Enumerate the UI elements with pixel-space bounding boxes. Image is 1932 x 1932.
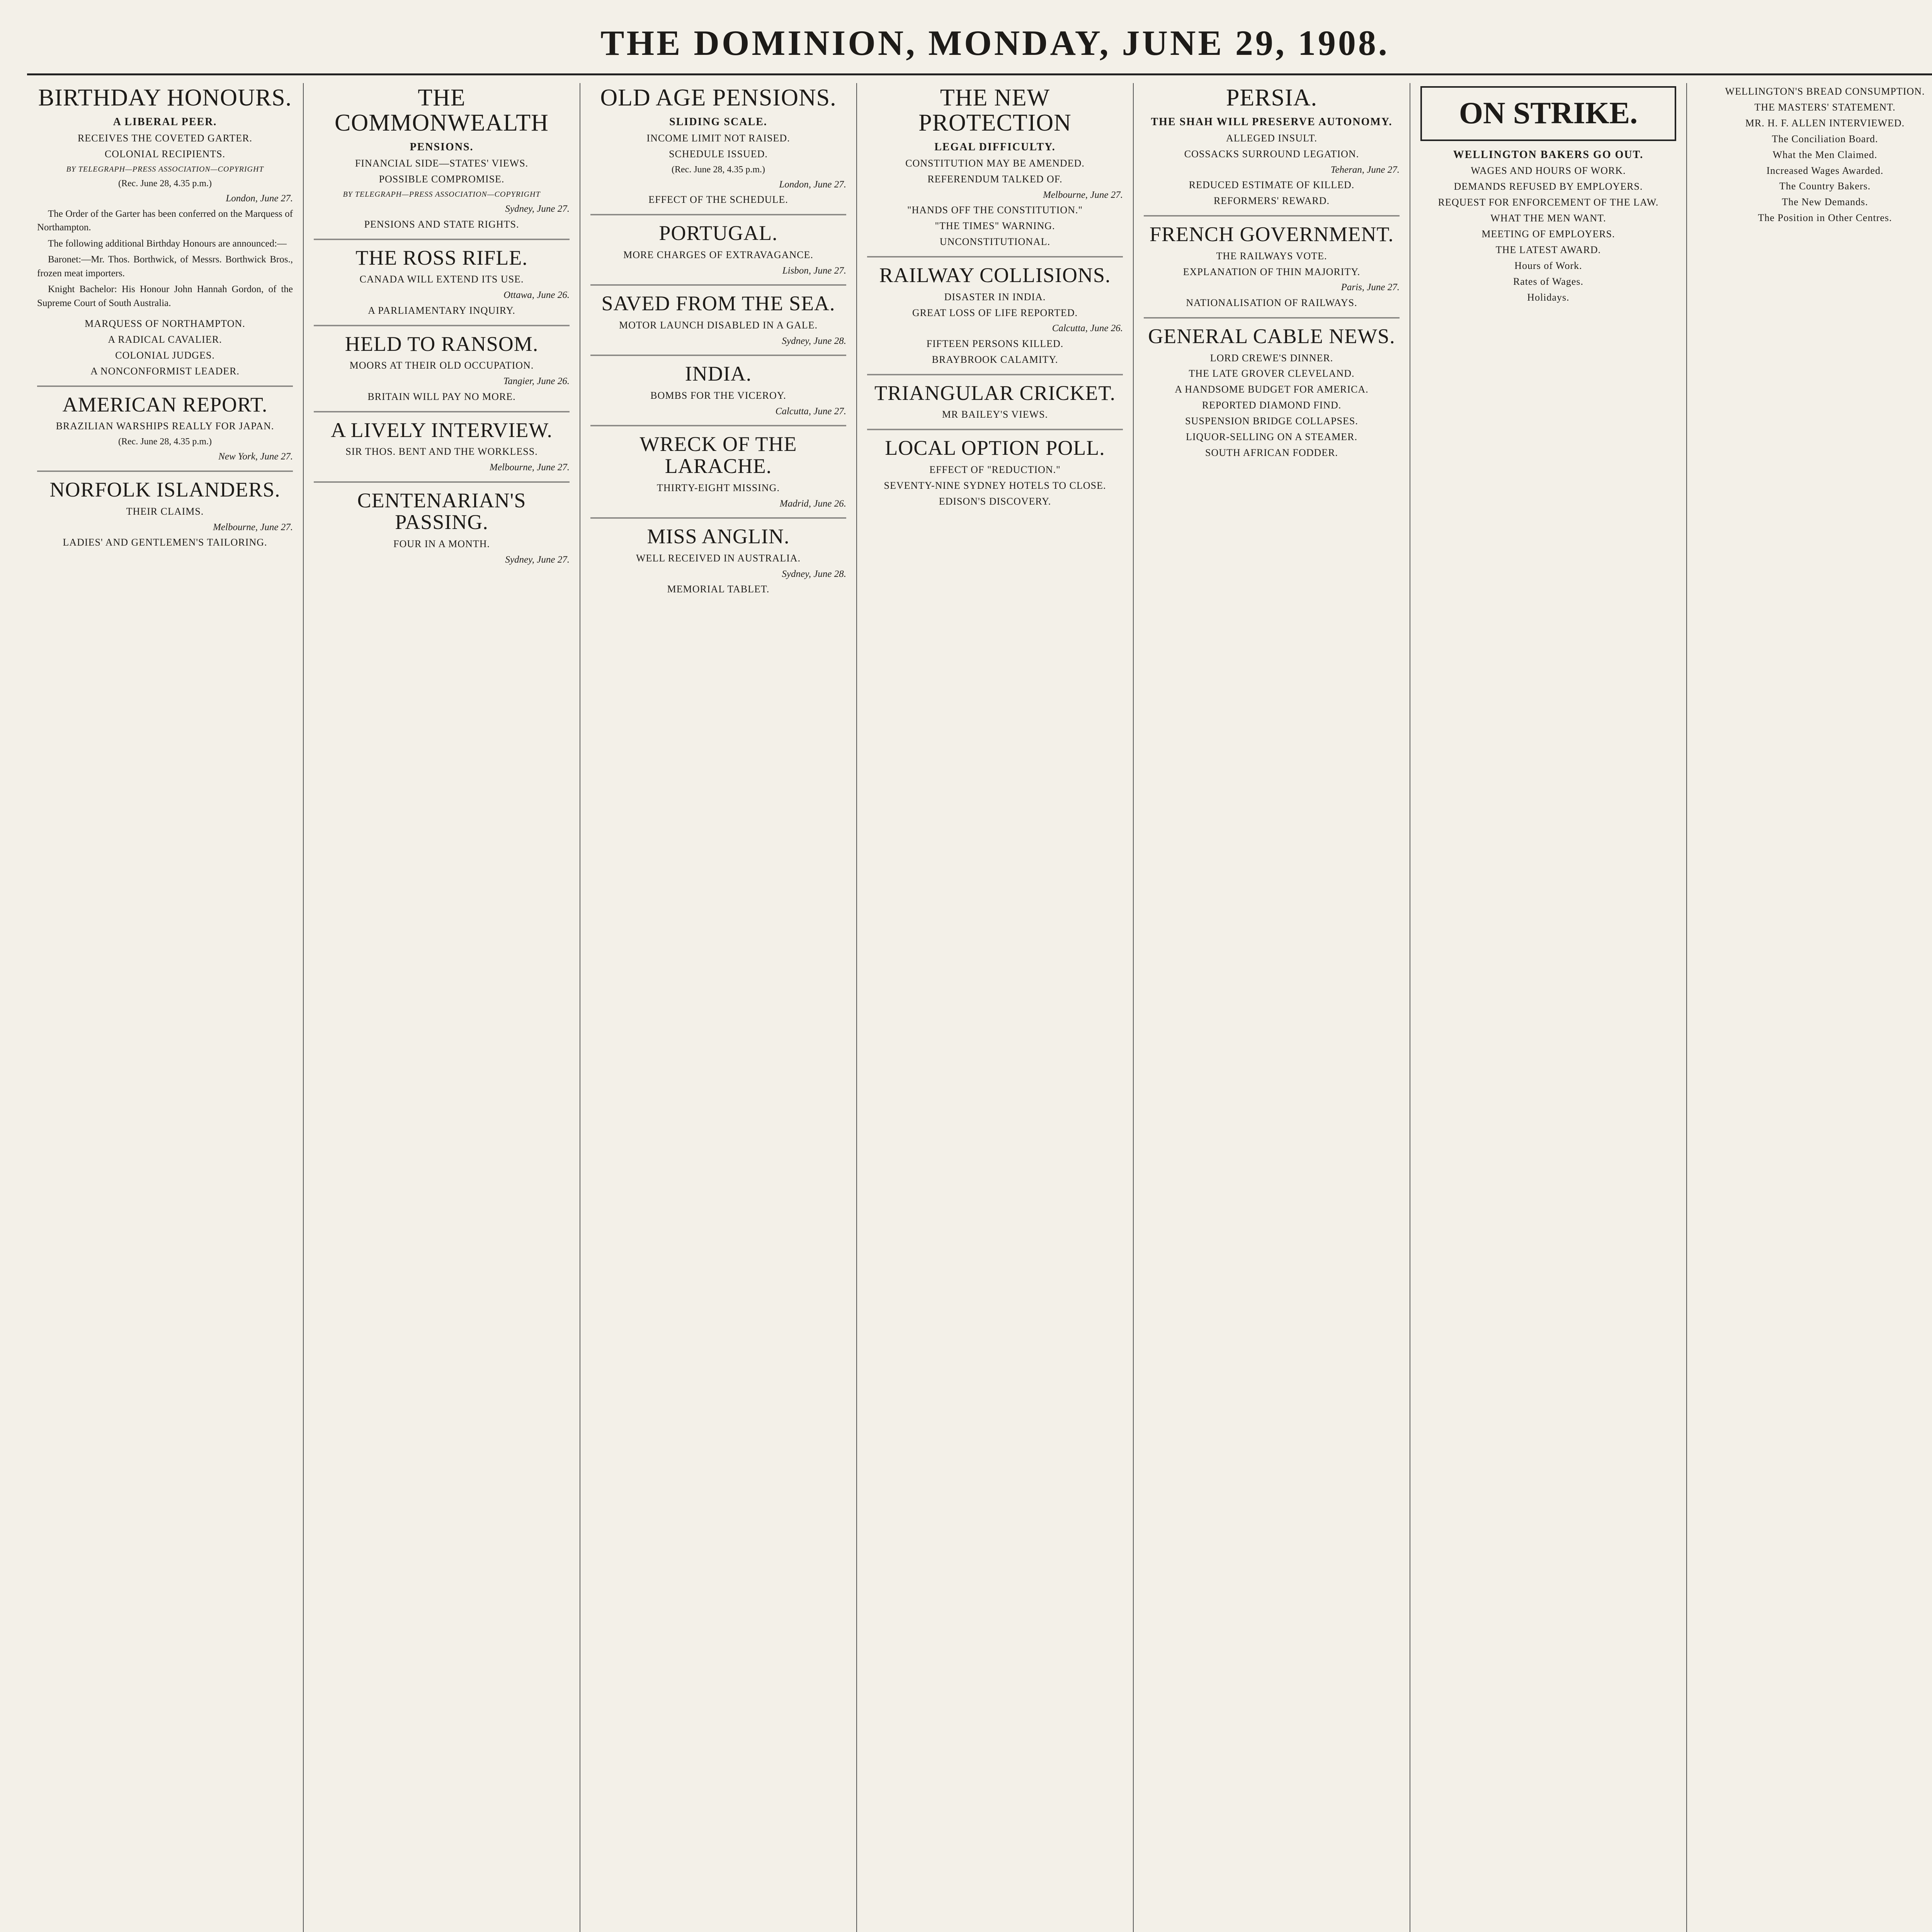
column-4 (857, 83, 1134, 1932)
subheadline: MORE CHARGES OF EXTRAVAGANCE. (623, 249, 813, 260)
subheadline: FOUR IN A MONTH. (393, 538, 490, 550)
dateline: New York, June 27. (218, 451, 293, 462)
columns (27, 83, 1932, 1932)
subheadline: REFORMERS' REWARD. (1213, 195, 1330, 207)
subheadline: THE LATE GROVER CLEVELAND. (1189, 368, 1355, 379)
dateline: Madrid, June 26. (779, 498, 846, 509)
section-divider (37, 386, 293, 387)
column-headline: CENTENARIAN'S PASSING. (357, 488, 526, 534)
column-5 (1134, 83, 1410, 1932)
section-divider (314, 325, 570, 326)
subheadline: FINANCIAL SIDE—STATES' VIEWS. (355, 157, 529, 169)
subheadline: LORD CREWE'S DINNER. (1210, 352, 1333, 364)
subheadline: GREAT LOSS OF LIFE REPORTED. (912, 307, 1078, 318)
subheadline: EXPLANATION OF THIN MAJORITY. (1183, 266, 1361, 277)
column-headline: THE COMMONWEALTH (335, 85, 549, 136)
column-headline: HELD TO RANSOM. (345, 332, 539, 355)
section-divider (590, 214, 846, 215)
section-divider (1144, 317, 1400, 318)
subheadline: LIQUOR-SELLING ON A STEAMER. (1186, 431, 1357, 443)
subheadline: THE RAILWAYS VOTE. (1216, 250, 1327, 262)
column-headline: INDIA. (685, 362, 752, 386)
dateline: Teheran, June 27. (1330, 164, 1400, 175)
subheadline: Rates of Wages. (1513, 276, 1584, 287)
dateline: Calcutta, June 26. (1052, 323, 1123, 334)
column-7 (1687, 83, 1932, 1932)
dateline: Ottawa, June 26. (503, 290, 570, 301)
subheadline: BRAZILIAN WARSHIPS REALLY FOR JAPAN. (56, 420, 274, 432)
dateline: Lisbon, June 27. (782, 265, 846, 276)
subheadline: The Position in Other Centres. (1758, 212, 1892, 224)
subheadline: MEMORIAL TABLET. (667, 583, 770, 595)
dateline: Tangier, June 26. (503, 376, 570, 387)
subheadline: DEMANDS REFUSED BY EMPLOYERS. (1454, 181, 1643, 192)
subheadline: BRITAIN WILL PAY NO MORE. (367, 391, 516, 402)
subheadline: REQUEST FOR ENFORCEMENT OF THE LAW. (1438, 197, 1659, 208)
subheadline: THE MASTERS' STATEMENT. (1754, 101, 1896, 113)
byline: BY TELEGRAPH—PRESS ASSOCIATION—COPYRIGHT (66, 165, 264, 173)
subheadline: MR. H. F. ALLEN INTERVIEWED. (1745, 117, 1905, 129)
subheadline: WAGES AND HOURS OF WORK. (1471, 165, 1626, 177)
story-body (37, 207, 293, 310)
subheadline: COSSACKS SURROUND LEGATION. (1184, 148, 1359, 160)
paragraph: Knight Bachelor: His Honour John Hannah Gordon, of the Supreme Court of South Australia. (37, 284, 293, 308)
subheadline: Hours of Work. (1514, 260, 1582, 271)
advertisement-heading: EDISON'S DISCOVERY. (939, 495, 1051, 507)
masthead (27, 15, 1932, 75)
subheadline: RECEIVES THE COVETED GARTER. (77, 132, 253, 144)
subheadline: A RADICAL CAVALIER. (108, 334, 222, 345)
dateline: Melbourne, June 27. (490, 462, 570, 473)
column-headline: BIRTHDAY HONOURS. (38, 85, 292, 111)
subheadline: WELLINGTON BAKERS GO OUT. (1453, 148, 1644, 161)
column-headline: THE NEW PROTECTION (918, 85, 1071, 136)
dateline: Sydney, June 28. (782, 335, 846, 346)
subheadline: LEGAL DIFFICULTY. (934, 141, 1056, 153)
subheadline: NATIONALISATION OF RAILWAYS. (1186, 297, 1357, 308)
column-2 (304, 83, 580, 1932)
subheadline: DISASTER IN INDIA. (944, 291, 1046, 303)
subheadline: POSSIBLE COMPROMISE. (379, 173, 505, 185)
section-divider (590, 517, 846, 519)
subheadline: SOUTH AFRICAN FODDER. (1205, 447, 1338, 458)
subheadline: SLIDING SCALE. (669, 116, 767, 128)
column-headline: OLD AGE PENSIONS. (600, 85, 837, 111)
subheadline: The Country Bakers. (1779, 180, 1871, 192)
subheadline: "THE TIMES" WARNING. (935, 220, 1055, 232)
subheadline: Holidays. (1527, 291, 1570, 303)
column-headline: WRECK OF THE LARACHE. (639, 432, 797, 478)
paragraph: The following additional Birthday Honours are announced:— (48, 238, 287, 249)
section-divider (314, 239, 570, 240)
subheadline: WELL RECEIVED IN AUSTRALIA. (636, 552, 801, 564)
subheadline: PENSIONS AND STATE RIGHTS. (364, 218, 519, 230)
subheadline: Increased Wages Awarded. (1766, 165, 1884, 176)
column-headline: TRIANGULAR CRICKET. (874, 381, 1116, 405)
subheadline: EFFECT OF "REDUCTION." (929, 464, 1061, 476)
subheadline: COLONIAL JUDGES. (115, 349, 215, 361)
dateline: Melbourne, June 27. (1043, 189, 1123, 200)
section-divider (1144, 215, 1400, 216)
section-divider (37, 471, 293, 472)
column-headline: PERSIA. (1226, 85, 1318, 111)
subheadline: CANADA WILL EXTEND ITS USE. (359, 274, 524, 285)
subheadline: THIRTY-EIGHT MISSING. (657, 482, 780, 493)
section-divider (590, 355, 846, 356)
subheadline: REPORTED DIAMOND FIND. (1202, 400, 1342, 411)
advertisement-heading: LADIES' AND GENTLEMEN'S TAILORING. (63, 537, 267, 548)
section-divider (867, 256, 1123, 257)
subheadline: REFERENDUM TALKED OF. (927, 173, 1063, 185)
column-1 (27, 83, 304, 1932)
subheadline: MOORS AT THEIR OLD OCCUPATION. (349, 360, 534, 371)
subheadline: PENSIONS. (410, 141, 474, 153)
subheadline: A PARLIAMENTARY INQUIRY. (368, 304, 515, 316)
received-note: (Rec. June 28, 4.35 p.m.) (672, 164, 765, 175)
dateline: Sydney, June 27. (505, 554, 570, 565)
subheadline: MOTOR LAUNCH DISABLED IN A GALE. (619, 319, 818, 331)
dateline: Calcutta, June 27. (775, 406, 846, 417)
subheadline: WHAT THE MEN WANT. (1490, 213, 1606, 224)
dateline: London, June 27. (779, 179, 846, 190)
subheadline: EFFECT OF THE SCHEDULE. (648, 194, 788, 206)
section-divider (590, 284, 846, 286)
column-headline: PORTUGAL. (659, 221, 778, 245)
section-divider (314, 411, 570, 412)
subheadline: WELLINGTON'S BREAD CONSUMPTION. (1725, 86, 1925, 97)
paragraph: The Order of the Garter has been conferred on the Marquess of Northampton. (37, 208, 293, 233)
subheadline: UNCONSTITUTIONAL. (939, 236, 1051, 248)
subheadline: MARQUESS OF NORTHAMPTON. (85, 318, 245, 330)
dateline: Paris, June 27. (1341, 282, 1400, 293)
section-divider (590, 425, 846, 426)
column-6 (1410, 83, 1687, 1932)
column-headline: RAILWAY COLLISIONS. (879, 263, 1111, 287)
received-note: (Rec. June 28, 4.35 p.m.) (118, 437, 212, 447)
subheadline: A HANDSOME BUDGET FOR AMERICA. (1175, 384, 1369, 395)
received-note: (Rec. June 28, 4.35 p.m.) (118, 179, 212, 189)
subheadline: SUSPENSION BRIDGE COLLAPSES. (1185, 415, 1358, 427)
section-divider (867, 374, 1123, 375)
paragraph: Baronet:—Mr. Thos. Borthwick, of Messrs. Borthwick Bros., frozen meat importers. (37, 254, 293, 279)
subheadline: THEIR CLAIMS. (126, 505, 204, 517)
dateline: Melbourne, June 27. (213, 522, 293, 532)
column-headline: FRENCH GOVERNMENT. (1149, 222, 1394, 246)
section-divider (314, 481, 570, 483)
subheadline: A NONCONFORMIST LEADER. (90, 365, 240, 377)
subheadline: REDUCED ESTIMATE OF KILLED. (1189, 179, 1355, 191)
subheadline: MEETING OF EMPLOYERS. (1481, 228, 1615, 240)
column-headline: ON STRIKE. (1420, 86, 1676, 141)
column-headline: AMERICAN REPORT. (62, 393, 268, 416)
subheadline: BOMBS FOR THE VICEROY. (650, 390, 786, 401)
subheadline: SEVENTY-NINE SYDNEY HOTELS TO CLOSE. (884, 480, 1106, 491)
column-headline: SAVED FROM THE SEA. (601, 292, 835, 315)
subheadline: SIR THOS. BENT AND THE WORKLESS. (345, 446, 538, 457)
subheadline: What the Men Claimed. (1772, 149, 1878, 160)
subheadline: ALLEGED INSULT. (1226, 132, 1317, 144)
dateline: London, June 27. (226, 193, 293, 204)
subheadline: A LIBERAL PEER. (113, 116, 217, 128)
byline: BY TELEGRAPH—PRESS ASSOCIATION—COPYRIGHT (343, 190, 541, 199)
subheadline: The New Demands. (1782, 196, 1868, 208)
subheadline: BRAYBROOK CALAMITY. (932, 354, 1058, 365)
subheadline: The Conciliation Board. (1772, 133, 1878, 145)
column-headline: MISS ANGLIN. (647, 525, 790, 548)
subheadline: THE LATEST AWARD. (1495, 244, 1601, 255)
subheadline: COLONIAL RECIPIENTS. (104, 148, 226, 160)
subheadline: FIFTEEN PERSONS KILLED. (926, 338, 1064, 349)
subheadline: SCHEDULE ISSUED. (669, 148, 768, 160)
column-headline: GENERAL CABLE NEWS. (1148, 324, 1395, 348)
masthead-title: THE DOMINION, MONDAY, JUNE 29, 1908. (600, 23, 1389, 63)
dateline: Sydney, June 28. (782, 568, 846, 579)
subheadline: CONSTITUTION MAY BE AMENDED. (905, 157, 1085, 169)
column-headline: LOCAL OPTION POLL. (885, 436, 1105, 460)
dateline: Sydney, June 27. (505, 204, 570, 214)
subheadline: THE SHAH WILL PRESERVE AUTONOMY. (1151, 116, 1393, 128)
column-3 (580, 83, 857, 1932)
subheadline: "HANDS OFF THE CONSTITUTION." (907, 204, 1083, 216)
column-headline: A LIVELY INTERVIEW. (331, 418, 553, 442)
column-headline: NORFOLK ISLANDERS. (49, 478, 281, 501)
subheadline: INCOME LIMIT NOT RAISED. (646, 132, 790, 144)
subheadline: MR BAILEY'S VIEWS. (942, 409, 1048, 420)
section-divider (867, 429, 1123, 430)
column-headline: THE ROSS RIFLE. (355, 246, 528, 269)
